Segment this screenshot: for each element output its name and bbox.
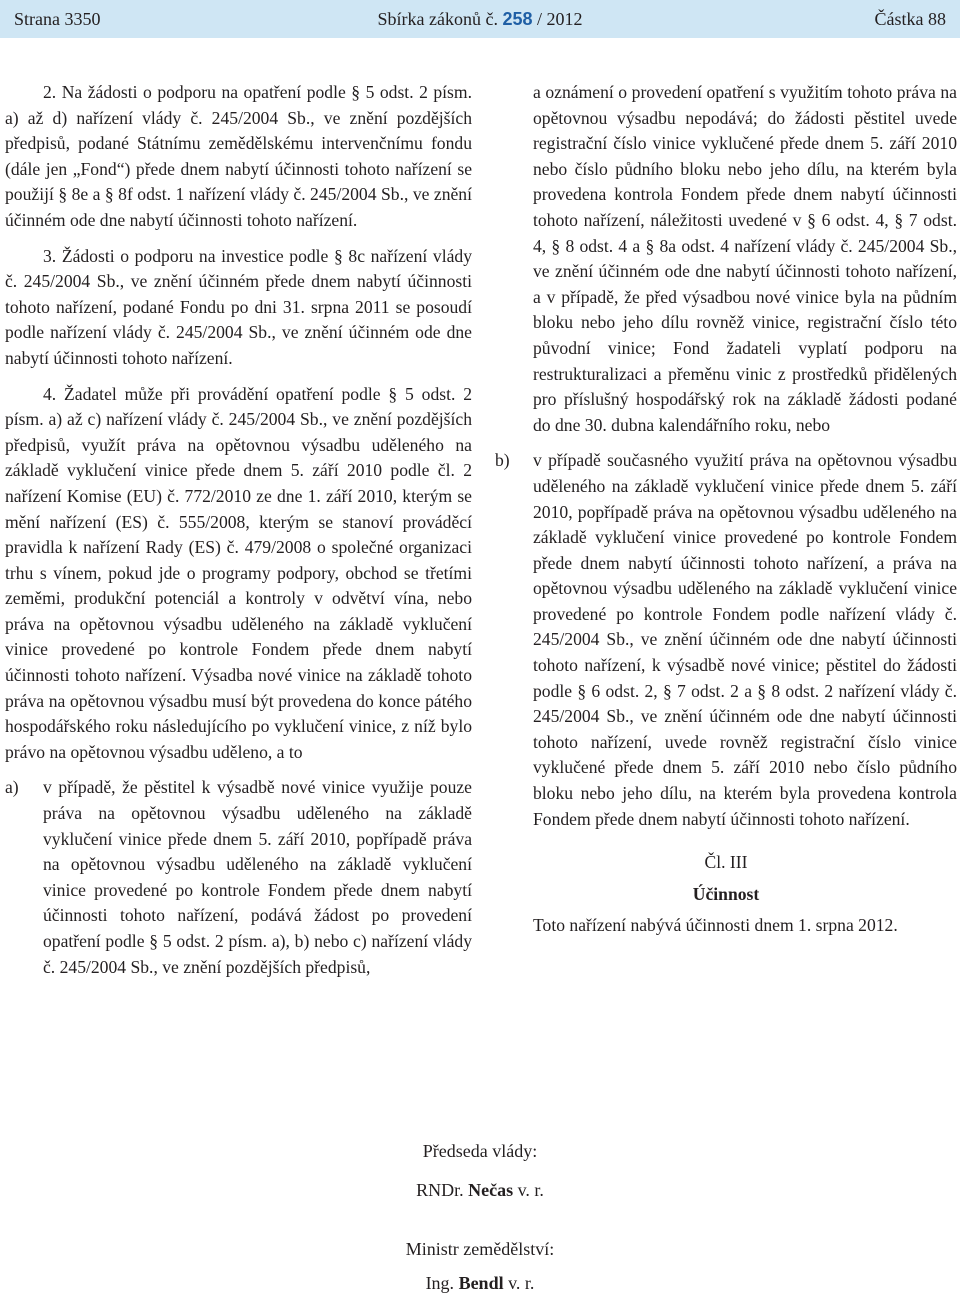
paragraph-4: 4. Žadatel může při provádění opatření podle § 5 odst. 2 písm. a) až c) nařízení vlády č. 245/2004 Sb., ve znění pozdějších předpisů, využít práva na opětovnou výsadbu uděleného na základě vyklučení vinice přede dnem 5. září 2010 podle čl. 2 nařízení Komise (EU) č. 772/2010 ze dne 1. září 2010, kterým se mění nařízení (ES) č. 555/2008, kterým se stanoví prováděcí pravidla k nařízení Rady (ES) č. 479/2008 o společné organizaci trhu s vínem, pokud jde o programy podpory, obchod se třetími zeměmi, produkční potenciál a kontroly v odvětví vína, nebo práva na opětovnou výsadbu uděleného na základě vyklučení vinice provedené po kontrole Fondem přede dnem nabytí účinnosti tohoto nařízení. Výsadba nové vinice na základě tohoto práva na opětovnou výsadbu musí být provedena do konce pátého hospodářského roku následujícího po vyklučení vinice, z níž bylo právo na opětovnou výsadbu uděleno, a to [5,383,472,762]
article-number: Čl. III [704,852,748,873]
minister-signature [0,1270,960,1296]
collection-number: 258 [502,9,533,29]
pm-signature [0,1177,960,1203]
pm-suffix: v. r. [517,1180,544,1200]
list-item-b-text: v případě současného využití práva na opětovnou výsadbu uděleného na základě vyklučení vinice přede dnem 5. září 2010, popřípadě práva na opětovnou výsadbu uděleného na základě vyklučení vinice provedené po kontrole Fondem přede dnem nabytí účinnosti tohoto nařízení, a práva na opětovnou výsadbu uděleného na základě vyklučení vinice provedené po kontrole Fondem podle nařízení vlády č. 245/2004 Sb., ve znění účinném ode dne nabytí účinnosti tohoto nařízení, k výsadbě nové vinice; pěstitel do žádosti podle § 6 odst. 2, § 7 odst. 2 a § 8 odst. 2 nařízení vlády č. 245/2004 Sb., ve znění účinném ode dne nabytí účinnosti tohoto nařízení, uvede rovněž registrační číslo vinice vyklučené přede dnem 5. září 2010 nebo číslo půdního bloku nebo jeho dílu, na kterém byla provedena kontrola Fondem přede dnem nabytí účinnosti tohoto nařízení. [533,450,957,829]
list-item-a-continued [495,80,957,438]
paragraph-2: 2. Na žádosti o podporu na opatření podle § 5 odst. 2 písm. a) až d) nařízení vlády č. 245/2004 Sb., ve znění pozdějších předpisů, podané Státnímu zemědělskému intervenčnímu fondu (dále jen „Fond“) přede dnem nabytí účinnosti tohoto nařízení se použijí § 8e a § 8f odst. 1 nařízení vlády č. 245/2004 Sb., ve znění účinném ode dne nabytí účinnosti tohoto nařízení. [5,82,472,230]
list-item-b [495,448,957,832]
page-header [0,0,960,38]
list-item-a-text: v případě, že pěstitel k výsadbě nové vinice využije pouze práva na opětovnou výsadbu uděleného na základě vyklučení vinice přede dnem 5. září 2010, popřípadě práva na opětovnou výsadbu uděleného na základě vyklučení vinice provedené po kontrole Fondem přede dnem nabytí účinnosti tohoto nařízení, podává žádost po provedení opatření podle § 5 odst. 2 písm. a), b) nebo c) nařízení vlády č. 245/2004 Sb., ve znění pozdějších předpisů, [43,777,472,977]
list-item-a [5,775,472,980]
minister-prefix: Ing. [425,1273,455,1293]
part-number: Částka 88 [874,9,946,29]
list-item-b-label: b) [495,450,510,471]
minister-title: Ministr zemědělství: [405,1239,555,1259]
pm-title: Předseda vlády: [422,1141,538,1161]
collection-reference [340,0,620,38]
page-number: Strana 3350 [14,9,101,29]
minister-suffix: v. r. [508,1273,535,1293]
list-item-a-label: a) [5,777,19,798]
pm-name: Nečas [468,1180,514,1200]
paragraph-3: 3. Žádosti o podporu na investice podle § 8c nařízení vlády č. 245/2004 Sb., ve znění účinném přede dnem nabytí účinnosti tohoto nařízení, podané Fondu po dni 31. srpna 2011 se posoudí podle nařízení vlády č. 245/2004 Sb., ve znění účinném ode dne nabytí účinnosti tohoto nařízení. [5,245,472,368]
effective-date-text: Toto nařízení nabývá účinnosti dnem 1. srpna 2012. [533,915,898,936]
collection-prefix: Sbírka zákonů č. [377,9,498,29]
collection-year: / 2012 [537,9,583,29]
list-item-a-continued-text: a oznámení o provedení opatření s využitím tohoto práva na opětovnou výsadbu nepodává; do žádosti pěstitel uvede registrační číslo vinice vyklučené přede dnem 5. září 2010 nebo číslo půdního bloku nebo jeho dílu, na kterém byla provedena kontrola Fondem přede dnem nabytí účinnosti tohoto nařízení, náležitosti uvedené v § 6 odst. 4, § 7 odst. 4, § 8 odst. 4 a § 8a odst. 4 nařízení vlády č. 245/2004 Sb., ve znění účinném ode dne nabytí účinnosti tohoto nařízení, a v případě, že před výsadbou nové vinice byla na půdním bloku nebo jeho dílu rovněž vinice, registrační číslo této původní vinice; Fond žadateli vyplatí podporu na restrukturalizaci a přeměnu vinic z prostředků přidělených pro příslušný hospodářský rok na základě žádosti podané do dne 30. dubna kalendářního roku, nebo [533,82,957,435]
article-title: Účinnost [692,883,760,904]
pm-prefix: RNDr. [416,1180,464,1200]
right-column [495,80,957,939]
left-column [5,80,472,990]
minister-name: Bendl [458,1273,504,1293]
